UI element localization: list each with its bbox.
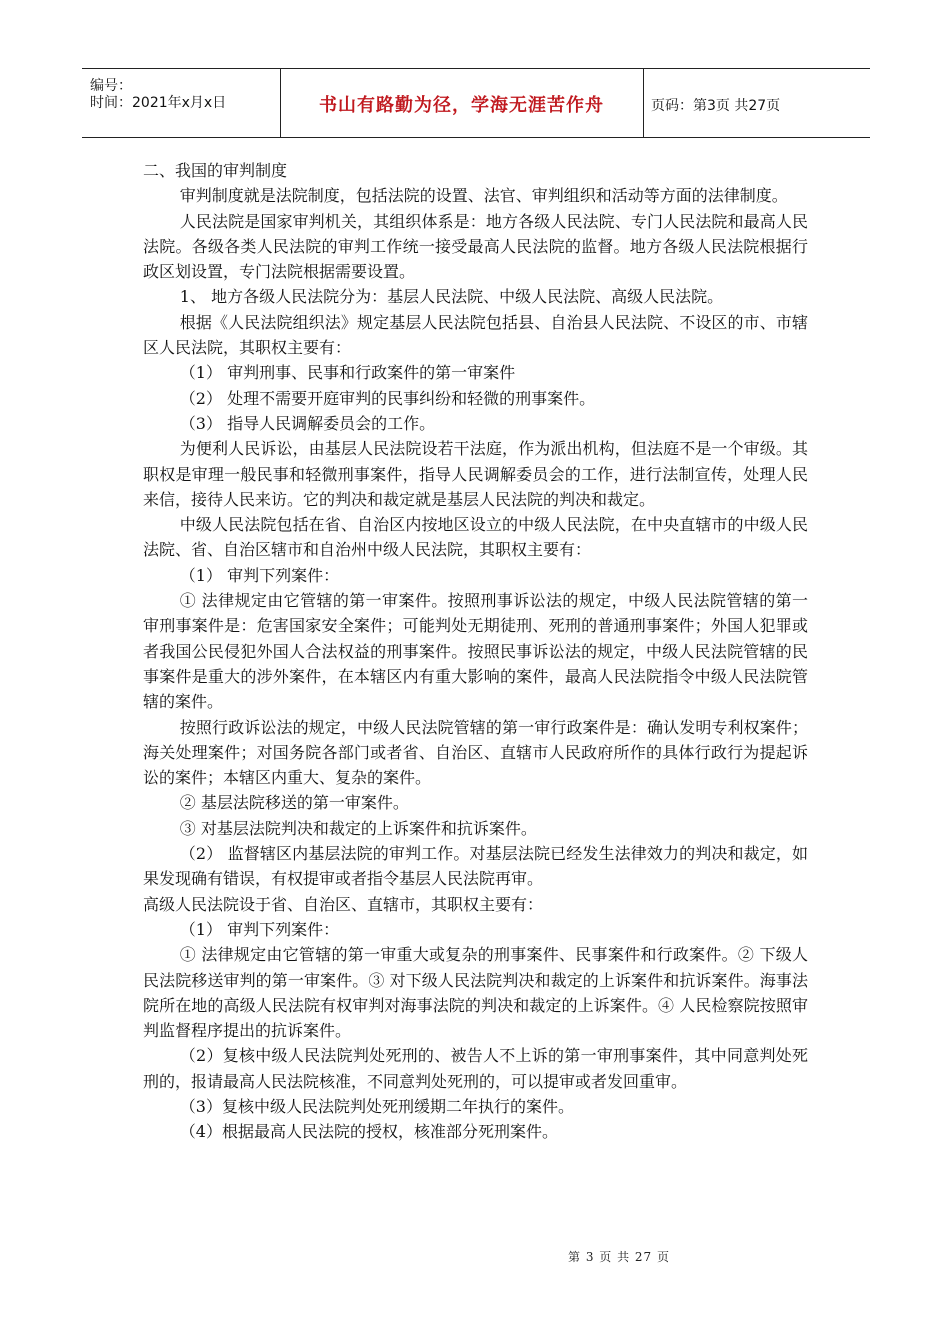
paragraph: 1、 地方各级人民法院分为：基层人民法院、中级人民法院、高级人民法院。 — [179, 287, 724, 307]
list-item: （3）复核中级人民法院判处死刑缓期二年执行的案件。 — [179, 1096, 574, 1116]
list-item: （2） 处理不需要开庭审判的民事纠纷和轻微的刑事案件。 — [179, 388, 596, 408]
paragraph: （2）复核中级人民法院判处死刑的、被告人不上诉的第一审刑事案件，其中同意判处死刑的，报请最高人民法院核准，不同意判处死刑的，可以提审或者发回重审。 — [143, 1046, 808, 1091]
paragraph: （2） 监督辖区内基层法院的审判工作。对基层法院已经发生法律效力的判决和裁定，如果发现确有错误，有权提审或者指令基层人民法院再审。 — [143, 844, 808, 889]
list-item: （1） 审判刑事、民事和行政案件的第一审案件 — [179, 363, 516, 383]
header-page-cell — [643, 69, 870, 137]
header-table — [82, 68, 870, 138]
list-item: （1） 审判下列案件： — [179, 565, 340, 585]
number-label: 编号： — [90, 78, 132, 94]
paragraph: 按照行政诉讼法的规定，中级人民法院管辖的第一审行政案件是：确认发明专利权案件；海关处理案件；对国务院各部门或者省、自治区、直辖市人民政府所作的具体行政行为提起诉讼的案件；本辖区内重大、复杂的案件。 — [143, 717, 808, 788]
paragraph: ① 法律规定由它管辖的第一审案件。按照刑事诉讼法的规定，中级人民法院管辖的第一审刑事案件是：危害国家安全案件；可能判处无期徒刑、死刑的普通刑事案件；外国人犯罪或者我国公民侵犯外国人合法权益的刑事案件。按照民事诉讼法的规定，中级人民法院管辖的民事案件是重大的涉外案件，在本辖区内有重大影响的案件，最高人民法院指令中级人民法院管辖的案件。 — [143, 591, 808, 712]
motto-text: 书山有路勤为径，学海无涯苦作舟 — [319, 95, 604, 116]
list-item: ② 基层法院移送的第一审案件。 — [179, 793, 409, 813]
date-label: 时间：2021年x月x日 — [90, 95, 227, 111]
section-heading: 二、我国的审判制度 — [143, 161, 288, 180]
paragraph: 根据《人民法院组织法》规定基层人民法院包括县、自治县人民法院、不设区的市、市辖区人民法院，其职权主要有： — [143, 312, 808, 358]
paragraph: 为便利人民诉讼，由基层人民法院设若干法庭，作为派出机构，但法庭不是一个审级。其职权是审理一般民事和轻微刑事案件，指导人民调解委员会的工作，进行法制宣传，处理人民来信，接待人民来访。它的判决和裁定就是基层人民法院的判决和裁定。 — [143, 439, 808, 509]
list-item: （4）根据最高人民法院的授权，核准部分死刑案件。 — [179, 1122, 558, 1142]
page-label: 页码：第3页 共27页 — [651, 98, 781, 114]
list-item: ③ 对基层法院判决和裁定的上诉案件和抗诉案件。 — [179, 818, 537, 838]
list-item: （3） 指导人民调解委员会的工作。 — [179, 413, 436, 433]
paragraph: ① 法律规定由它管辖的第一审重大或复杂的刑事案件、民事案件和行政案件。② 下级人民法院移送审判的第一审案件。③ 对下级人民法院判决和裁定的上诉案件和抗诉案件。海事法院所在地的高级人民法院有权审判对海事法院的判决和裁定的上诉案件。④ 人民检察院按照审判监督程序提出的抗诉案件。 — [143, 945, 808, 1041]
paragraph: 人民法院是国家审判机关，其组织体系是：地方各级人民法院、专门人民法院和最高人民法院。各级各类人民法院的审判工作统一接受最高人民法院的监督。地方各级人民法院根据行政区划设置，专门法院根据需要设置。 — [143, 211, 808, 282]
list-item: （1） 审判下列案件： — [179, 919, 340, 939]
paragraph: 审判制度就是法院制度，包括法院的设置、法官、审判组织和活动等方面的法律制度。 — [179, 186, 788, 206]
paragraph: 高级人民法院设于省、自治区、直辖市，其职权主要有： — [143, 894, 544, 914]
header-motto-cell — [280, 69, 644, 137]
paragraph: 中级人民法院包括在省、自治区内按地区设立的中级人民法院，在中央直辖市的中级人民法院、省、自治区辖市和自治州中级人民法院，其职权主要有： — [143, 515, 808, 560]
header-info-cell — [82, 69, 281, 137]
document-body — [143, 158, 808, 1145]
page-footer: 第 3 页 共 27 页 — [568, 1250, 670, 1264]
